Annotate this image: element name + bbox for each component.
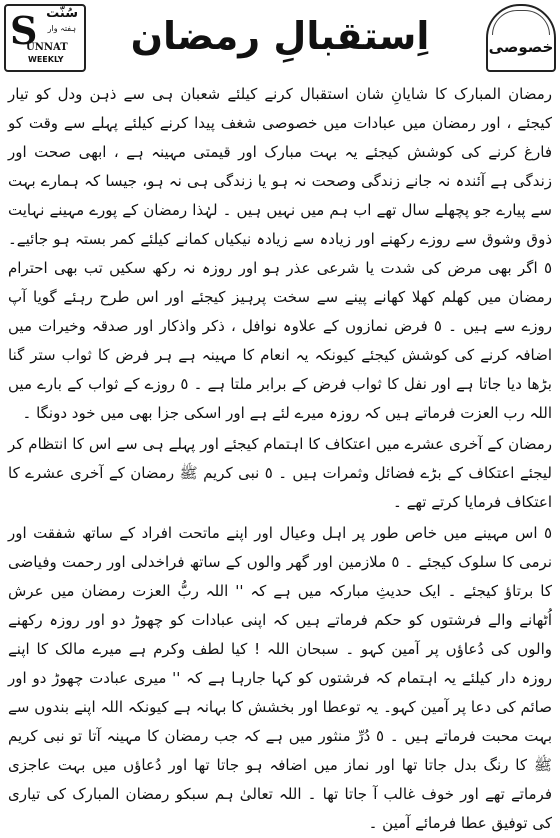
paragraph-3: ٥ اس مہینے میں خاص طور پر اہل وعیال اور اپنے ماتحت افراد کے ساتھ شفقت اور نرمی کا سلوک کیجئے ۔ ٥ ملازمین اور گھر والوں کے ساتھ فراخدلی اور رحمت وفیاضی کا برتاؤ کیجئے ۔ ایک حدیثِ مبارکہ میں ہے کہ '' اللہ ربُّ العزت رمضان میں عرش اُٹھانے والے فرشتوں کو حکم فرماتے ہیں کہ اپنی عبادات کو چھوڑ دو اور روزہ رکھنے والوں کی دُعاؤں پر آمین کہو ۔ سبحان اللہ ! کیا لطف وکرم ہے میرے مالک کا اپنے روزہ دار کیلئے یہ اہتمام کہ فرشتوں کو کہا جارہا ہے کہ '' میری عبادت چھوڑ دو اور صائم کی دعا پر آمین کہو۔ یہ توعطا اور بخشش کا بہانہ ہے کیونکہ اللہ اپنے بندوں سے بہت محبت فرماتے ہیں ۔ ٥ دُرِّ منثور میں ہے کہ جب رمضان کا مہینہ آتا تو نبی کریم ﷺ کا رنگ بدل جاتا تھا اور نماز میں اضافہ ہو جاتا تھا اور دُعاؤں میں بہت عاجزی فرماتے تھے اور خوف غالب آ جاتا تھا ۔ اللہ تعالیٰ ہم سبکو رمضان المبارک کی تیاری کی توفیق عطا فرمائے آمین ۔ [8,524,553,832]
logo-urdu-name: سُنّت [46,6,78,21]
sunnat-weekly-logo [4,4,86,72]
logo-big-letter: S [10,8,38,53]
paragraph-1: رمضان المبارک کا شایانِ شان استقبال کرنے کیلئے شعبان ہی سے ذہن ودل کو تیار کیجئے ، اور رمضان میں عبادات میں خصوصی شغف پیدا کرنے کیلئے پہلے سے وقت کو فارغ کرنے کی کوشش کیجئے یہ بہت مبارک اور قیمتی مہینہ ہے ، ابھی صحت اور زندگی ہے آئندہ نہ جانے زندگی وصحت نہ ہو یا زندگی ہی نہ ہو، جیسا کہ ہمارے بہت سے پیارے جو پچھلے سال تھے اب ہم میں نہیں ہیں ۔ لہٰذا رمضان کے پورے مہینے نہایت ذوق وشوق سے روزے رکھنے اور زیادہ سے زیادہ نیکیاں کمانے کیلئے کمر بستہ ہو جائیے۔ ٥ اگر بھی مرض کی شدت یا شرعی عذر ہو اور روزہ نہ رکھ سکیں تب بھی احترام رمضان میں کھلم کھلا کھانے پینے سے سخت پرہیز کیجئے اور اس طرح رہئے گویا آپ روزے سے ہیں ۔ ٥ فرض نمازوں کے علاوہ نوافل ، ذکر واذکار اور صدقہ وخیرات میں اضافہ کرنے کی کوشش کیجئے کیونکہ یہ انعام کا مہینہ ہے ہر فرض کا ثواب ستر گنا بڑھا دیا جاتا ہے اور نفل کا ثواب فرض کے برابر ملتا ہے ۔ ٥ روزے کے ثواب کے بارے میں اللہ رب العزت فرماتے ہیں کہ روزہ میرے لئے ہے اور اسکی جزا بھی میں خود دونگا ۔ [8,85,552,422]
page-title: اِستقبالِ رمضان [130,14,430,58]
badge-label: خصوصی [488,38,554,56]
paragraph-2: رمضان کے آخری عشرے میں اعتکاف کا اہتمام کیجئے اور پہلے ہی سے اس کا انتظام کر لیجئے اعتکاف کے بڑے فضائل وثمرات ہیں ۔ ٥ نبی کریم ﷺ رمضان کے آخری عشرے کا اعتکاف فرمایا کرتے تھے ۔ [8,435,552,511]
logo-word: UNNAT [26,42,68,53]
logo-urdu-small: ہفتہ وار [47,24,76,33]
article-body [8,80,553,832]
page-header [0,0,560,72]
logo-weekly: WEEKLY [28,55,64,64]
special-badge [486,4,556,72]
badge-arch-ornament [492,10,550,35]
